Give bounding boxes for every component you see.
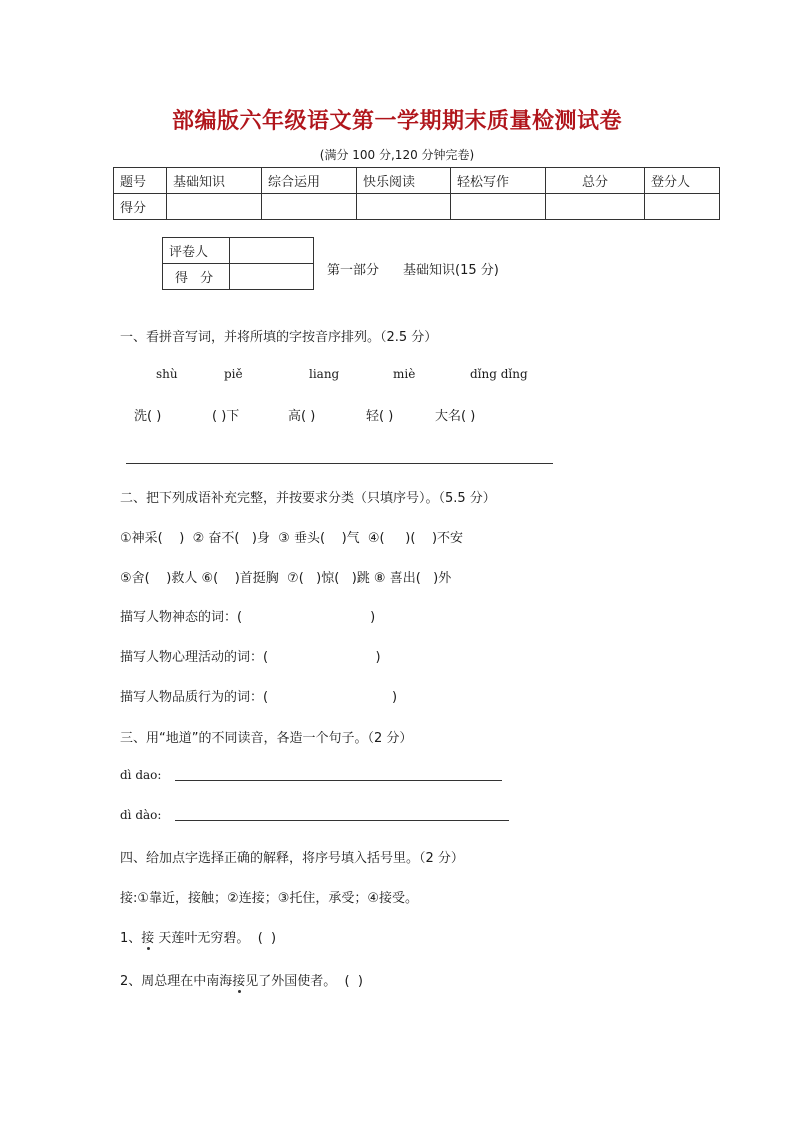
part-label: 第一部分 [327,263,380,278]
question-1-heading: 一、看拼音写词，并将所填的字按音序排列。（2.5 分） [120,330,438,345]
item-1[interactable] [120,927,276,946]
header-cell: 基础知识 [167,168,262,194]
header-cell: 总分 [546,168,645,194]
score-table-score-row [114,194,720,220]
score-table-header-row [114,168,720,194]
idiom-row-2[interactable]: ⑤舍( )救人 ⑥( )首挺胸 ⑦( )惊( )跳 ⑧ 喜出( )外 [120,571,452,586]
dotted-char: 接 [141,931,155,946]
score-input-cell[interactable] [262,194,357,220]
item-2-prefix: 2、周总理在中南海 [120,974,233,989]
reading-2-label: dì dào: [120,808,162,822]
item-2[interactable] [120,970,363,989]
header-cell: 登分人 [645,168,720,194]
score-input-cell[interactable] [357,194,451,220]
grader-table [162,237,314,290]
score-input-cell[interactable] [451,194,546,220]
reviewer-label: 评卷人 [163,238,230,264]
header-cell: 轻松写作 [451,168,546,194]
page-title: 部编版六年级语文第一学期期末质量检测试卷 [171,109,622,134]
reading-1-label: dì dao: [120,768,162,782]
idiom-row-1[interactable]: ①神采( ) ② 奋不( )身 ③ 垂头( )气 ④( )( )不安 [120,531,464,546]
sentence-line-2[interactable] [175,820,509,821]
category-behavior[interactable]: 描写人物品质行为的词：( ) [120,690,398,705]
category-mental[interactable]: 描写人物心理活动的词：( ) [120,650,381,665]
pinyin-1: shù [156,367,178,381]
word-blank-1[interactable]: 洗( ) [134,409,162,424]
item-2-rest: 见了外国使者。 ( ) [245,974,363,989]
question-2-heading: 二、把下列成语补充完整，并按要求分类（只填序号）。（5.5 分） [120,491,496,506]
part-name: 基础知识(15 分) [403,263,499,278]
header-cell: 题号 [114,168,167,194]
word-blank-3[interactable]: 高( ) [288,409,316,424]
row-label-cell: 得分 [114,194,167,220]
item-1-prefix: 1、 [120,931,142,946]
header-cell: 快乐阅读 [357,168,451,194]
score-input-cell[interactable] [167,194,262,220]
question-4-heading: 四、给加点字选择正确的解释，将序号填入括号里。（2 分） [120,851,464,866]
score-input-cell[interactable] [546,194,645,220]
question-3-heading: 三、用“地道”的不同读音，各造一个句子。（2 分） [120,731,413,746]
score-input-cell[interactable] [230,264,314,290]
category-expression[interactable]: 描写人物神态的词：( ) [120,610,376,625]
dotted-char: 接 [232,974,246,989]
exam-subtitle: (满分 100 分,120 分钟完卷) [319,148,475,162]
reviewer-input-cell[interactable] [230,238,314,264]
score-label: 得 分 [163,264,230,290]
item-1-rest: 天莲叶无穷碧。 ( ) [154,931,277,946]
score-input-cell[interactable] [645,194,720,220]
header-cell: 综合运用 [262,168,357,194]
pinyin-2: piě [224,367,243,381]
sentence-line-1[interactable] [175,780,502,781]
word-blank-2[interactable]: ( )下 [212,409,240,424]
score-table [113,167,720,220]
answer-line[interactable] [126,463,553,464]
definition-options: 接:①靠近，接触；②连接；③托住，承受；④接受。 [120,891,418,906]
word-blank-4[interactable]: 轻( ) [366,409,394,424]
word-blank-5[interactable]: 大名( ) [435,409,476,424]
pinyin-5: dǐng dǐng [470,367,528,381]
pinyin-3: liang [309,367,340,381]
pinyin-4: miè [393,367,416,381]
